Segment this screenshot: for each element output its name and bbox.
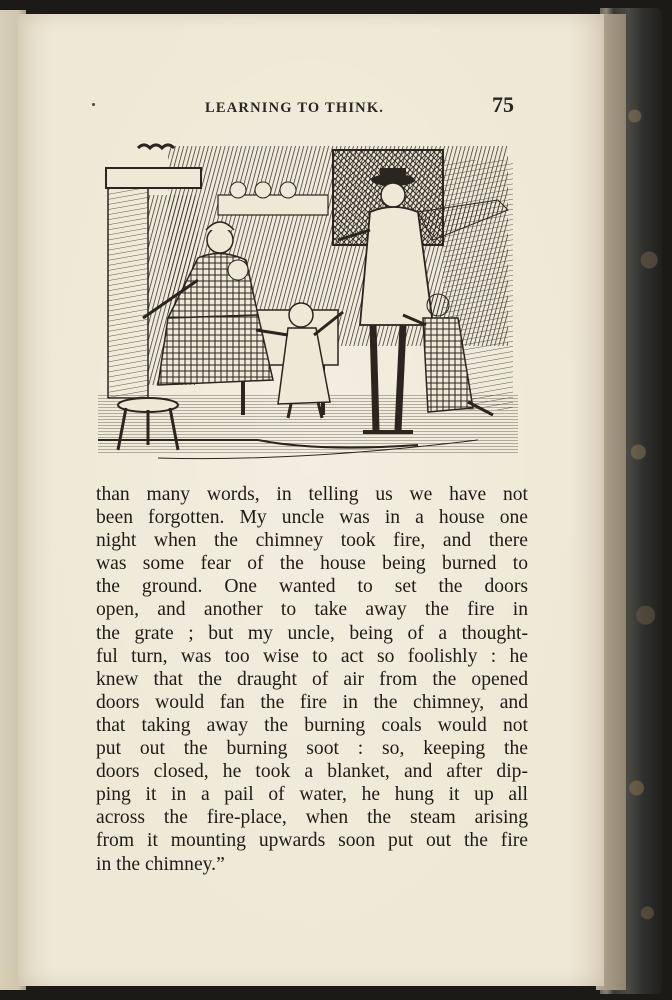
text-line: doors closed, he took a blanket, and after dip- — [96, 761, 528, 783]
running-head: LEARNING TO THINK. — [205, 100, 385, 116]
text-line: ping it in a pail of water, he hung it up all — [96, 784, 528, 806]
text-line: the grate ; but my uncle, being of a thought- — [96, 622, 528, 644]
text-line: across the fire-place, when the steam arising — [96, 807, 528, 829]
text-line: than many words, in telling us we have not — [96, 484, 528, 505]
page-number: 75 — [492, 92, 514, 117]
engraving-family-scene-icon — [98, 140, 518, 465]
text-line: that taking away the burning coals would not — [96, 714, 528, 736]
text-line: open, and another to take away the fire in — [96, 599, 528, 621]
text-line: doors would fan the fire in the chimney, and — [96, 691, 528, 713]
body-text — [96, 483, 528, 876]
marbled-cover — [624, 20, 660, 980]
text-line: night when the chimney took fire, and there — [96, 530, 528, 552]
text-line: from it mounting upwards soon put out the fire — [96, 830, 528, 852]
text-line: put out the burning soot : so, keeping the — [96, 738, 528, 760]
ink-speck — [92, 103, 95, 106]
text-line: ful turn, was too wise to act so foolishly : he — [96, 645, 528, 667]
text-line: was some fear of the house being burned to — [96, 553, 528, 575]
text-line: in the chimney.” — [96, 853, 225, 875]
text-line: knew that the draught of air from the opened — [96, 668, 528, 690]
text-line: been forgotten. My uncle was in a house one — [96, 507, 528, 529]
text-line: the ground. One wanted to set the doors — [96, 576, 528, 598]
